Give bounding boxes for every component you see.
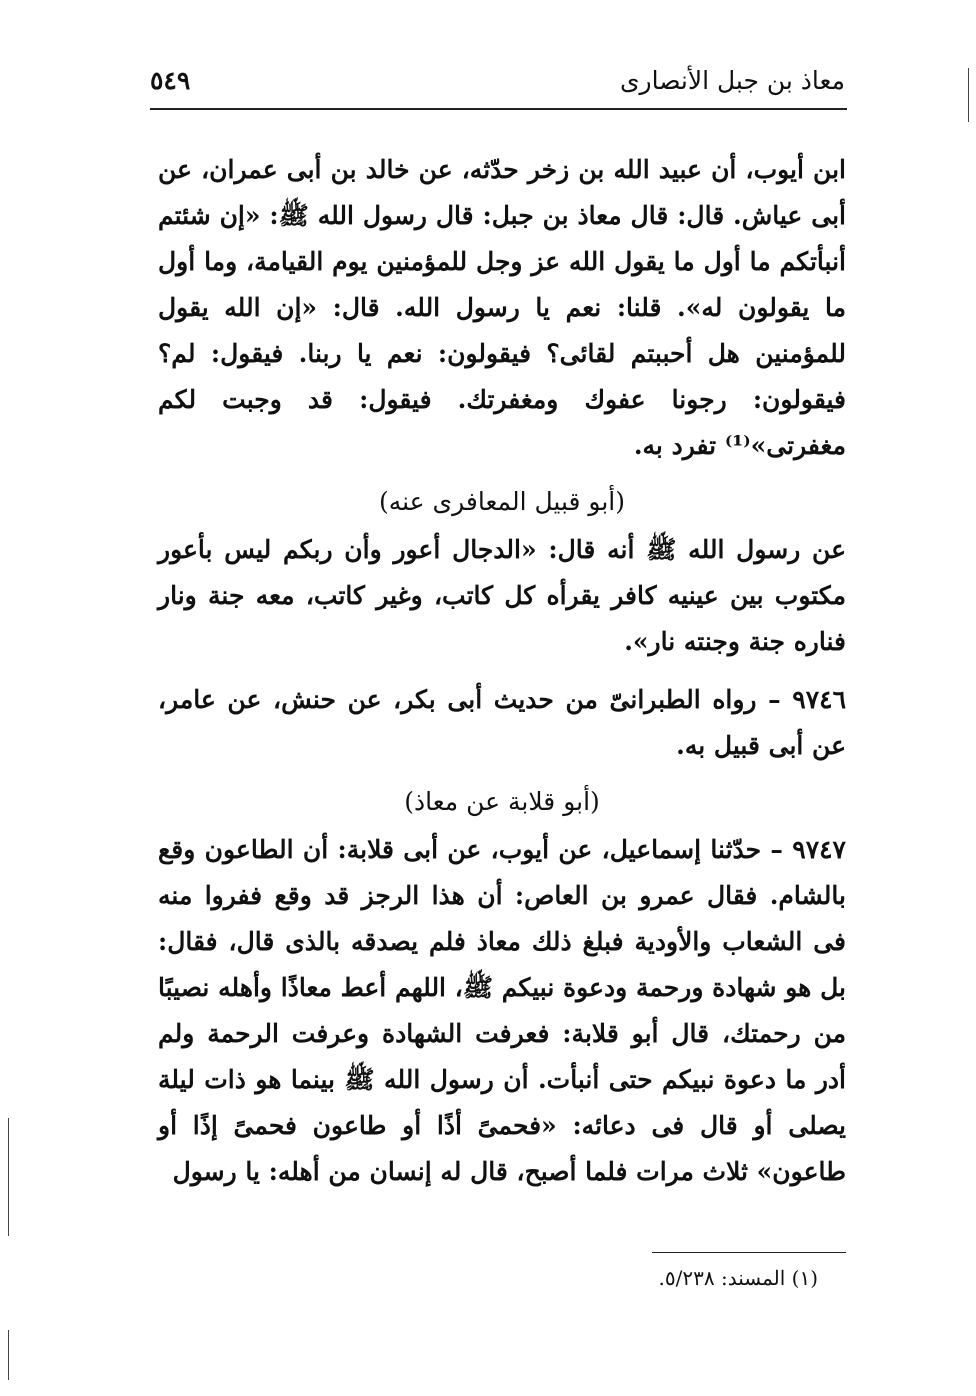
page-number: ٥٤٩ — [150, 66, 191, 95]
paragraph-9746-text: – رواه الطبرانىّ من حديث أبى بكر، عن حنش، عن عامر، عن أبى قبيل به. — [158, 685, 846, 760]
margin-mark — [8, 1330, 9, 1380]
footnote: (١) المسند: ٥/٢٣٨. — [658, 1266, 818, 1290]
paragraph-9746 — [158, 677, 846, 769]
paragraph-2: عن رسول الله ﷺ أنه قال: «الدجال أعور وأن ربكم ليس بأعور مكتوب بين عينيه كافر يقرأه كل كاتب، وغير كاتب، معه جنة ونار فناره جنة وجنته نار». — [158, 535, 846, 656]
margin-mark — [968, 68, 969, 122]
header-divider — [150, 108, 847, 110]
hadith-number-9746: ٩٧٤٦ — [792, 685, 846, 714]
paragraph-9747 — [158, 827, 846, 1195]
paragraph-9747-text: – حدّثنا إسماعيل، عن أيوب، عن أبى قلابة: أن الطاعون وقع بالشام. فقال عمرو بن العاص: أن هذا الرجز قد وقع ففروا منه فى الشعاب والأودية فبلغ ذلك معاذ فلم يصدقه بالذى قال، فقال: بل هو شهادة ورحمة ودعوة نبيكم ﷺ، اللهم أعط معاذًا وأهله نصيبًا من رحمتك، قال أبو قلابة: فعرفت الشهادة وعرفت الرحمة ولم أدر ما دعوة نبيكم حتى أنبأت. أن رسول الله ﷺ بينما هو ذات ليلة يصلى أو قال فى دعائه: «فحمىً أذًا أو طاعون فحمىً إذًا أو طاعون» ثلاث مرات فلما أصبح، قال له إنسان من أهله: يا رسول — [158, 835, 846, 1186]
hadith-number-9747: ٩٧٤٧ — [792, 835, 846, 864]
main-text — [158, 147, 846, 1195]
running-title: معاذ بن جبل الأنصارى — [619, 66, 845, 95]
section-heading-abu-qilaba: (أبو قلابة عن معاذ) — [404, 787, 600, 816]
section-heading-abu-qubayl: (أبو قبيل المعافرى عنه) — [378, 487, 625, 516]
paragraph-1: ابن أيوب، أن عبيد الله بن زخر حدّثه، عن خالد بن أبى عمران، عن أبى عياش. قال: قال معاذ بن جبل: قال رسول الله ﷺ: «إن شئتم أنبأتكم ما أول ما يقول الله عز وجل للمؤمنين يوم القيامة، وما أول ما يقولون له». قلنا: نعم يا رسول الله. قال: «إن الله يقول للمؤمنين هل أحببتم لقائى؟ فيقولون: نعم يا ربنا. فيقول: لم؟ فيقولون: رجونا عفوك ومغفرتك. فيقول: قد وجبت لكم مغفرتى»⁽¹⁾ تفرد به. — [158, 155, 846, 460]
margin-mark — [8, 1118, 9, 1236]
page-header — [150, 62, 845, 102]
footnote-divider — [652, 1252, 846, 1253]
